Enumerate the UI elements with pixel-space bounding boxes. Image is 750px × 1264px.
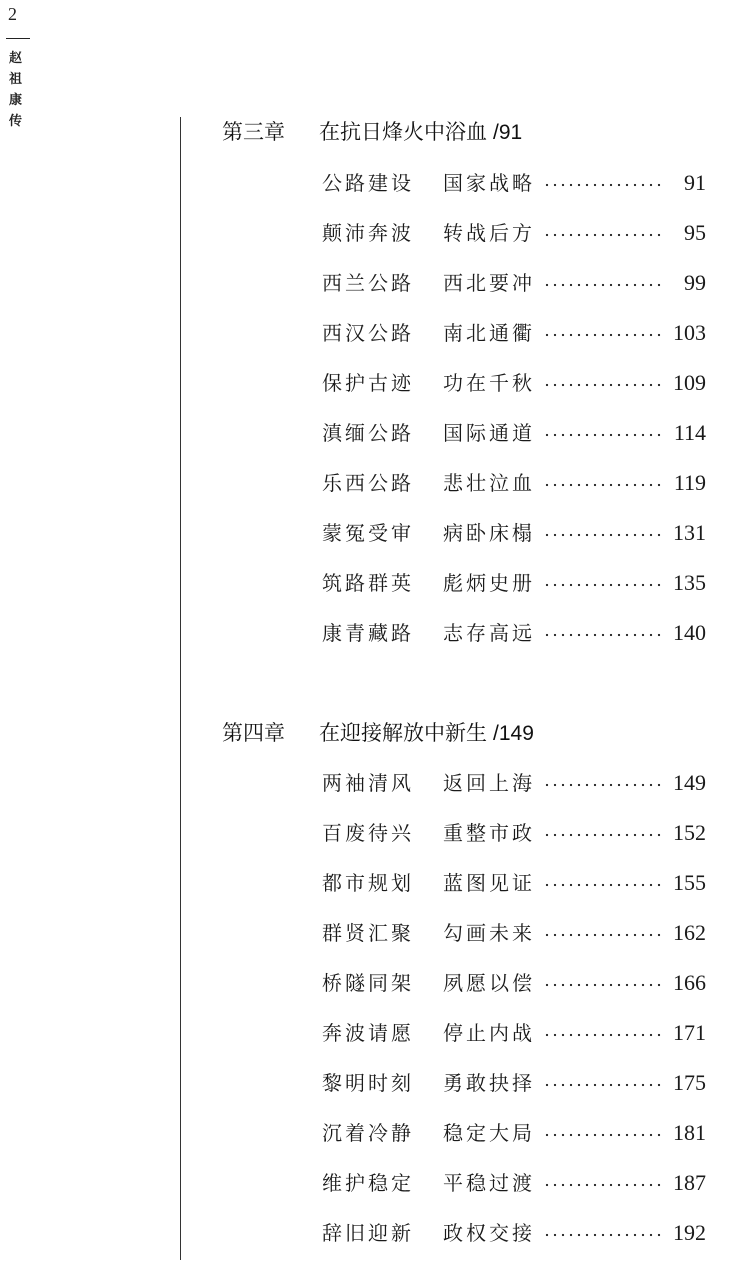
entry-page: 91: [684, 170, 706, 195]
entry-page: 175: [673, 1070, 706, 1095]
entry-page: 131: [673, 520, 706, 545]
entry-page: 171: [673, 1020, 706, 1045]
entry-page: 140: [673, 620, 706, 645]
entry-page: 187: [673, 1170, 706, 1195]
entry-title-b: 稳定大局: [443, 1121, 535, 1145]
entry-page: 181: [673, 1120, 706, 1145]
entry-title-a: 都市规划: [322, 871, 414, 895]
dot-leader: [543, 1018, 663, 1048]
dot-leader: [543, 168, 663, 198]
entry-page: 103: [673, 320, 706, 345]
entry-title-b: 政权交接: [443, 1221, 535, 1245]
dot-leader: [543, 818, 663, 848]
entry-title-b: 南北通衢: [443, 321, 535, 345]
chapter-title: 在抗日烽火中浴血: [319, 120, 487, 144]
toc-entry[interactable]: [322, 1168, 706, 1198]
entry-title-a: 保护古迹: [322, 371, 414, 395]
vertical-divider: [180, 117, 181, 1260]
entry-title-a: 康青藏路: [322, 621, 414, 645]
toc-entry[interactable]: [322, 368, 706, 398]
dot-leader: [543, 218, 663, 248]
entry-title-b: 西北要冲: [443, 271, 535, 295]
dot-leader: [543, 1068, 663, 1098]
dot-leader: [543, 918, 663, 948]
entry-page: 166: [673, 970, 706, 995]
entry-title-a: 奔波请愿: [322, 1021, 414, 1045]
toc-entry[interactable]: [322, 468, 706, 498]
entry-title-b: 勇敢抉择: [443, 1071, 535, 1095]
toc-entry[interactable]: [322, 318, 706, 348]
entry-page: 155: [673, 870, 706, 895]
entry-page: 109: [673, 370, 706, 395]
entry-title-a: 桥隧同架: [322, 971, 414, 995]
chapter-title: 在迎接解放中新生: [319, 721, 487, 745]
dot-leader: [543, 568, 663, 598]
entry-title-a: 维护稳定: [322, 1171, 414, 1195]
entry-title-a: 颠沛奔波: [322, 221, 414, 245]
toc-entry[interactable]: [322, 518, 706, 548]
dot-leader: [543, 868, 663, 898]
toc-entry[interactable]: [322, 868, 706, 898]
entry-title-a: 辞旧迎新: [322, 1221, 414, 1245]
entry-title-a: 西汉公路: [322, 321, 414, 345]
dot-leader: [543, 618, 663, 648]
entry-title-a: 两袖清风: [322, 771, 414, 795]
entry-title-a: 百废待兴: [322, 821, 414, 845]
chapter-heading: [222, 718, 534, 748]
toc-entry[interactable]: [322, 968, 706, 998]
entry-title-a: 西兰公路: [322, 271, 414, 295]
toc-entry[interactable]: [322, 1068, 706, 1098]
toc-entry[interactable]: [322, 268, 706, 298]
dot-leader: [543, 268, 663, 298]
running-head: 赵祖康传: [9, 51, 23, 129]
toc-entry[interactable]: [322, 1118, 706, 1148]
entry-page: 119: [673, 470, 706, 495]
entry-title-a: 筑路群英: [322, 571, 414, 595]
entry-title-b: 停止内战: [443, 1021, 535, 1045]
entry-title-b: 夙愿以偿: [443, 971, 535, 995]
entry-page: 114: [673, 420, 706, 445]
entry-title-b: 国际通道: [443, 421, 535, 445]
entry-title-a: 公路建设: [322, 171, 414, 195]
dot-leader: [543, 418, 663, 448]
dot-leader: [543, 318, 663, 348]
toc-entry[interactable]: [322, 818, 706, 848]
toc-entry[interactable]: [322, 1218, 706, 1248]
entry-title-a: 群贤汇聚: [322, 921, 414, 945]
toc-entry[interactable]: [322, 568, 706, 598]
entry-title-b: 志存高远: [443, 621, 535, 645]
page-number-rule: [6, 38, 30, 39]
chapter-heading: [222, 117, 522, 147]
entry-title-a: 沉着冷静: [322, 1121, 414, 1145]
entry-title-b: 平稳过渡: [443, 1171, 535, 1195]
entry-title-b: 转战后方: [443, 221, 535, 245]
toc-entry[interactable]: [322, 1018, 706, 1048]
dot-leader: [543, 968, 663, 998]
toc-entry[interactable]: [322, 768, 706, 798]
toc-entry[interactable]: [322, 618, 706, 648]
entry-page: 162: [673, 920, 706, 945]
chapter-label: 第四章: [222, 721, 285, 745]
dot-leader: [543, 1118, 663, 1148]
entry-title-b: 功在千秋: [443, 371, 535, 395]
entry-page: 99: [684, 270, 706, 295]
page-number: 2: [8, 4, 17, 24]
dot-leader: [543, 518, 663, 548]
dot-leader: [543, 468, 663, 498]
entry-title-a: 乐西公路: [322, 471, 414, 495]
entry-title-b: 悲壮泣血: [443, 471, 535, 495]
entry-page: 149: [673, 770, 706, 795]
entry-title-a: 蒙冤受审: [322, 521, 414, 545]
dot-leader: [543, 1218, 663, 1248]
toc-entry[interactable]: [322, 418, 706, 448]
dot-leader: [543, 768, 663, 798]
entry-title-b: 勾画未来: [443, 921, 535, 945]
entry-title-b: 病卧床榻: [443, 521, 535, 545]
entry-title-a: 滇缅公路: [322, 421, 414, 445]
entry-page: 192: [673, 1220, 706, 1245]
entry-title-b: 彪炳史册: [443, 571, 535, 595]
entry-title-b: 返回上海: [443, 771, 535, 795]
dot-leader: [543, 368, 663, 398]
chapter-page: /149: [493, 722, 534, 745]
entry-title-a: 黎明时刻: [322, 1071, 414, 1095]
entry-page: 152: [673, 820, 706, 845]
chapter-label: 第三章: [222, 120, 285, 144]
entry-page: 135: [673, 570, 706, 595]
entry-title-b: 国家战略: [443, 171, 535, 195]
toc-entry[interactable]: [322, 918, 706, 948]
entry-title-b: 重整市政: [443, 821, 535, 845]
toc-entry[interactable]: [322, 218, 706, 248]
chapter-page: /91: [493, 121, 523, 144]
dot-leader: [543, 1168, 663, 1198]
toc-entry[interactable]: [322, 168, 706, 198]
entry-page: 95: [684, 220, 706, 245]
entry-title-b: 蓝图见证: [443, 871, 535, 895]
